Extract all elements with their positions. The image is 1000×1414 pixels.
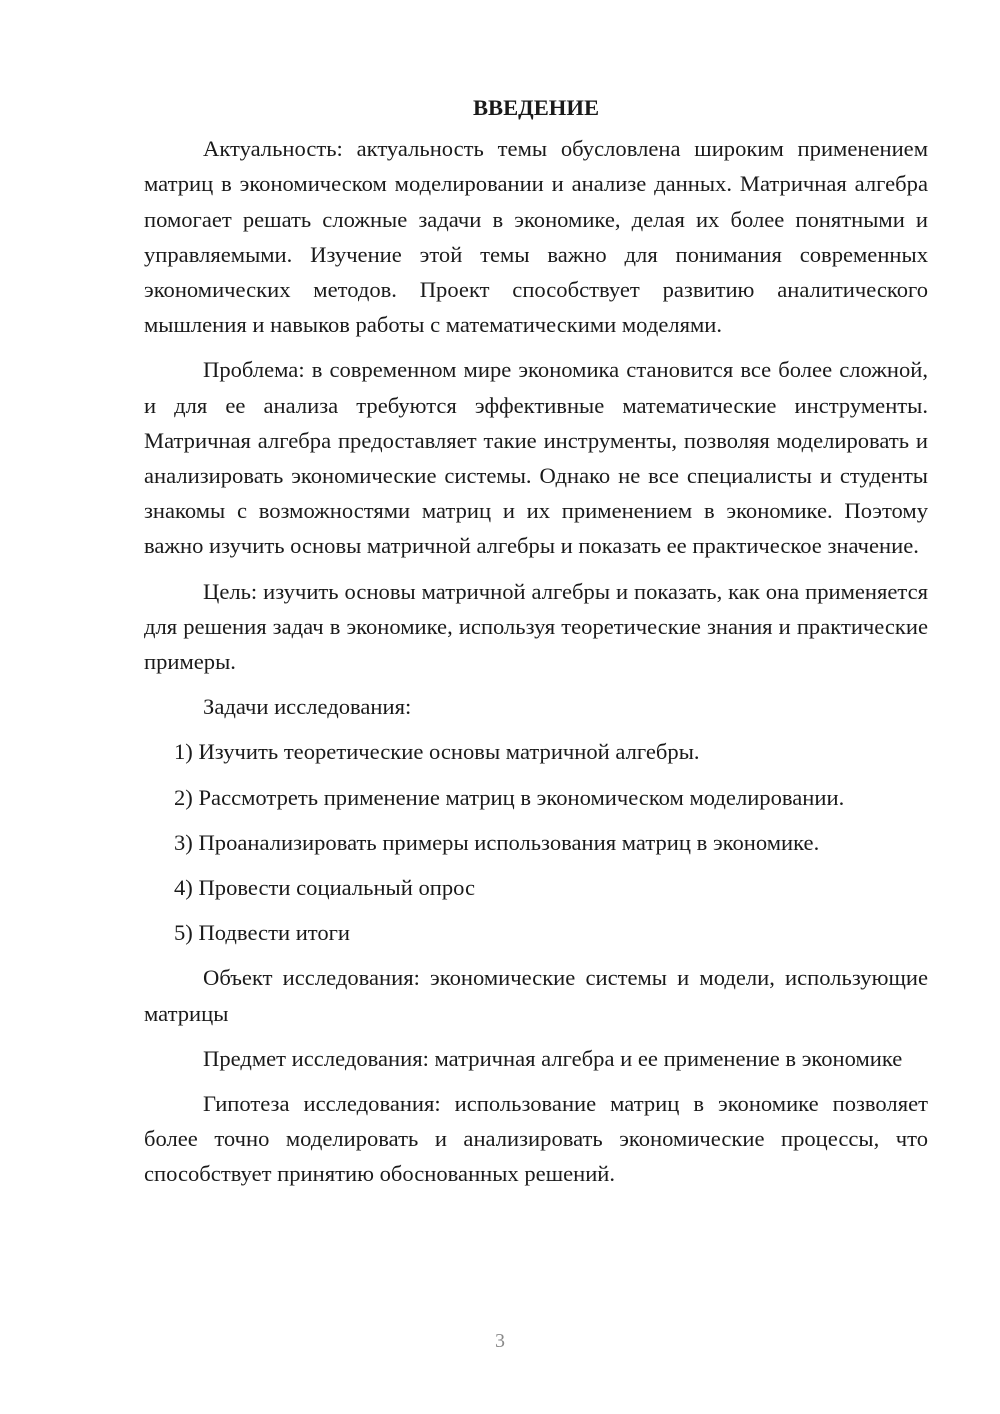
list-item: 3) Проанализировать примеры использования матриц в экономике. <box>174 829 820 855</box>
goal-paragraph: Цель: изучить основы матричной алгебры и показать, как она применяется для решения задач в экономике, используя теоретические знания и практические примеры. <box>144 578 928 675</box>
relevance-paragraph: Актуальность: актуальность темы обусловлена широким применением матриц в экономическом моделировании и анализе данных. Матричная алгебра помогает решать сложные задачи в экономике, делая их более понятными и управляемыми. Изучение этой темы важно для понимания современных экономических методов. Проект способствует развитию аналитического мышления и навыков работы с математическими моделями. <box>144 136 928 338</box>
list-item: 1) Изучить теоретические основы матричной алгебры. <box>174 739 700 765</box>
hypothesis-paragraph: Гипотеза исследования: использование матриц в экономике позволяет более точно моделировать и анализировать экономические процессы, что способствует принятию обоснованных решений. <box>144 1091 928 1187</box>
tasks-list <box>144 734 928 950</box>
page-title: ВВЕДЕНИЕ <box>472 95 600 120</box>
tasks-heading: Задачи исследования: <box>203 694 412 720</box>
list-item: 4) Провести социальный опрос <box>174 875 476 901</box>
list-item: 5) Подвести итоги <box>174 920 351 946</box>
subject-paragraph: Предмет исследования: матричная алгебра и ее применение в экономике <box>203 1045 903 1071</box>
problem-paragraph: Проблема: в современном мире экономика становится все более сложной, и для ее анализа требуются эффективные математические инструменты. Матричная алгебра предоставляет такие инструменты, позволяя моделировать и анализировать экономические системы. Однако не все специалисты и студенты знакомы с возможностями матриц и их применением в экономике. Поэтому важно изучить основы матричной алгебры и показать ее практическое значение. <box>144 357 928 559</box>
document-page <box>144 90 928 1202</box>
object-paragraph: Объект исследования: экономические системы и модели, использующие матрицы <box>144 965 928 1026</box>
page-number: 3 <box>495 1330 505 1352</box>
list-item: 2) Рассмотреть применение матриц в экономическом моделировании. <box>174 784 845 810</box>
